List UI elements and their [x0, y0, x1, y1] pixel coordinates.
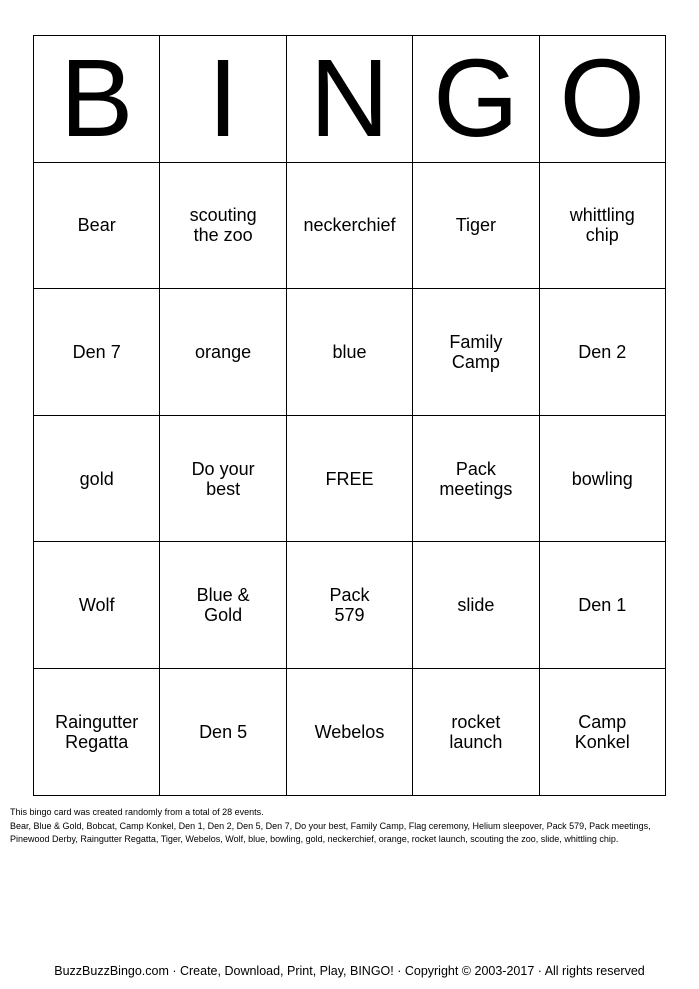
bingo-cell: Tiger — [413, 162, 539, 289]
bingo-cell: Den 5 — [160, 668, 286, 795]
footer-events-line-1: Bear, Blue & Gold, Bobcat, Camp Konkel, Den 1, Den 2, Den 5, Den 7, Do your best, Family Camp, Flag ceremony, Helium sleepover, Pack 579, Pack meetings, — [10, 820, 651, 831]
header-letter-o: O — [539, 36, 665, 163]
bingo-cell: neckerchief — [286, 162, 412, 289]
bingo-cell: Wolf — [34, 542, 160, 669]
bingo-cell: Den 1 — [539, 542, 665, 669]
bingo-cell: Webelos — [286, 668, 412, 795]
bingo-row — [34, 162, 666, 289]
bingo-cell: orange — [160, 289, 286, 416]
bingo-row — [34, 668, 666, 795]
copyright-line: BuzzBuzzBingo.com · Create, Download, Print, Play, BINGO! · Copyright © 2003-2017 · All rights reserved — [54, 964, 645, 978]
bingo-cell: FREE — [286, 415, 412, 542]
bingo-cell: Camp Konkel — [539, 668, 665, 795]
bingo-cell: blue — [286, 289, 412, 416]
bingo-cell: Raingutter Regatta — [34, 668, 160, 795]
bingo-cell: Pack meetings — [413, 415, 539, 542]
header-letter-n: N — [286, 36, 412, 163]
header-letter-b: B — [34, 36, 160, 163]
bingo-cell: whittling chip — [539, 162, 665, 289]
bingo-cell: Den 2 — [539, 289, 665, 416]
footer-intro-text: This bingo card was created randomly from a total of 28 events. — [10, 807, 264, 817]
bingo-cell: gold — [34, 415, 160, 542]
bingo-cell: Blue & Gold — [160, 542, 286, 669]
bingo-cell: rocket launch — [413, 668, 539, 795]
bingo-cell: Pack 579 — [286, 542, 412, 669]
bingo-cell: Family Camp — [413, 289, 539, 416]
bingo-card — [33, 35, 666, 796]
bingo-row — [34, 415, 666, 542]
bingo-cell: scouting the zoo — [160, 162, 286, 289]
bingo-row — [34, 542, 666, 669]
card-footer-note — [10, 806, 690, 847]
footer-events-line-2: Pinewood Derby, Raingutter Regatta, Tiger, Webelos, Wolf, blue, bowling, gold, neckerchief, orange, rocket launch, scouting the zoo, slide, whittling chip. — [10, 834, 619, 844]
bingo-row — [34, 289, 666, 416]
bingo-cell: Den 7 — [34, 289, 160, 416]
bingo-cell: Do your best — [160, 415, 286, 542]
header-letter-g: G — [413, 36, 539, 163]
bingo-header-row — [34, 36, 666, 163]
bingo-cell: bowling — [539, 415, 665, 542]
bingo-cell: slide — [413, 542, 539, 669]
bingo-cell: Bear — [34, 162, 160, 289]
header-letter-i: I — [160, 36, 286, 163]
bingo-card-body — [34, 36, 666, 796]
